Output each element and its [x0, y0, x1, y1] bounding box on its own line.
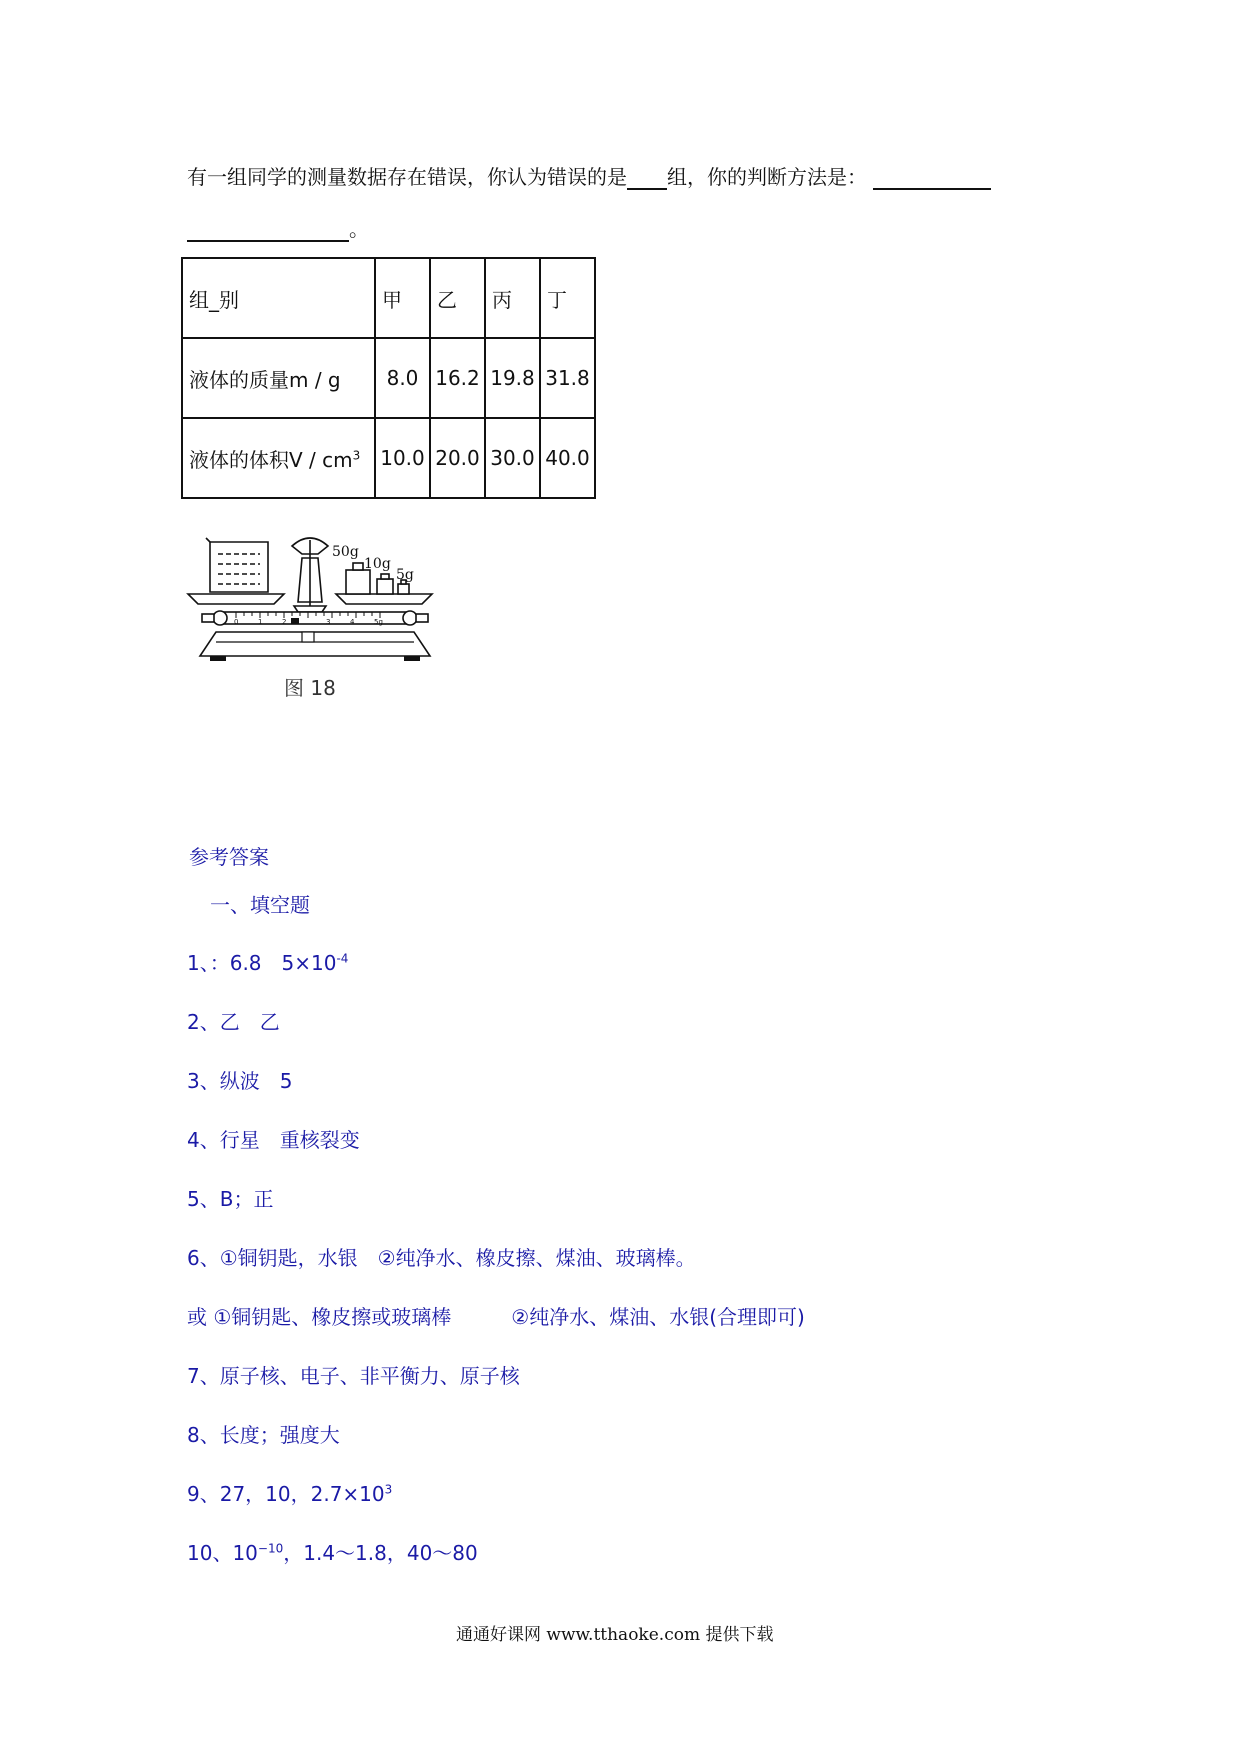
table-cell: 20.0 — [430, 418, 485, 498]
answer-sup: -4 — [336, 951, 349, 966]
question-end-mark: 。 — [349, 217, 369, 241]
balance-base — [200, 632, 430, 656]
answer-text: 5、B；正 — [187, 1187, 274, 1211]
weight-label: 50g — [332, 544, 359, 560]
pointer-dial-icon — [292, 538, 328, 612]
question-text-before: 有一组同学的测量数据存在错误，你认为错误的是 — [187, 165, 627, 189]
table-header-cell: 组_别 — [182, 258, 375, 338]
answer-item — [187, 1360, 520, 1389]
table-header-cell: 甲 — [375, 258, 430, 338]
answer-item — [187, 1537, 478, 1566]
scale-tick-label: 3 — [326, 618, 331, 626]
page-footer: 通通好课网 www.tthaoke.com 提供下载 — [456, 1625, 774, 1645]
table-header-row — [182, 258, 595, 338]
answer-blank-group[interactable] — [627, 168, 667, 190]
row-label-volume — [182, 418, 375, 498]
answer-text: 2、乙 乙 — [187, 1010, 280, 1034]
answer-blank-method-1[interactable] — [873, 168, 991, 190]
answers-section-title: 一、填空题 — [210, 893, 310, 917]
weight-label: 5g — [396, 567, 414, 583]
answer-text: 10、10 — [187, 1541, 258, 1565]
answer-sup: −10 — [257, 1541, 284, 1556]
left-pan — [188, 594, 284, 604]
answer-text: 3、纵波 5 — [187, 1069, 293, 1093]
scale-tick-label: 4 — [350, 618, 355, 626]
question-text-middle: 组，你的判断方法是： — [667, 165, 867, 189]
table-cell: 10.0 — [375, 418, 430, 498]
table-cell: 40.0 — [540, 418, 595, 498]
row-label-volume-text: 液体的体积V / cm — [189, 447, 353, 472]
right-pan — [336, 594, 432, 604]
answer-text: 9、27，10，2.7×10 — [187, 1482, 385, 1506]
answer-blank-method-2[interactable] — [187, 220, 349, 242]
row-label-mass: 液体的质量m / g — [182, 338, 375, 418]
answers-title: 参考答案 — [189, 845, 269, 869]
table-cell: 30.0 — [485, 418, 540, 498]
scale-tick-label: 2 — [282, 618, 287, 626]
answer-item — [187, 1183, 273, 1212]
answer-text: 1、：6.8 5×10 — [187, 951, 337, 975]
rider — [291, 618, 299, 624]
balance-scale-drawing — [186, 532, 456, 670]
answer-item — [187, 947, 348, 976]
table-cell: 31.8 — [540, 338, 595, 418]
answer-item — [187, 1006, 280, 1035]
scale-tick-label: 1 — [258, 618, 263, 626]
answer-text: 8、长度；强度大 — [187, 1423, 340, 1447]
weight-label: 10g — [364, 556, 391, 572]
answer-item — [187, 1242, 696, 1271]
table-cell: 16.2 — [430, 338, 485, 418]
answer-text: 6、①铜钥匙，水银 ②纯净水、橡皮擦、煤油、玻璃棒。 — [187, 1246, 696, 1270]
answer-sup: 3 — [384, 1482, 393, 1497]
weight-icon-10g — [377, 574, 393, 594]
table-header-cell: 丙 — [485, 258, 540, 338]
table-header-cell: 乙 — [430, 258, 485, 338]
figure-caption: 图 18 — [284, 676, 336, 700]
answer-item — [187, 1478, 392, 1507]
question-line-1 — [187, 161, 991, 190]
question-line-2 — [187, 213, 369, 242]
table-cell: 19.8 — [485, 338, 540, 418]
table-cell: 8.0 — [375, 338, 430, 418]
scale-tick-label: 5g — [374, 618, 383, 626]
answer-text: 7、原子核、电子、非平衡力、原子核 — [187, 1364, 520, 1388]
table-row-volume — [182, 418, 595, 498]
answer-text: 4、行星 重核裂变 — [187, 1128, 360, 1152]
beaker-icon — [206, 538, 268, 592]
measurement-table — [181, 257, 596, 499]
answer-item — [187, 1419, 340, 1448]
balance-figure — [186, 532, 456, 700]
row-label-volume-sup: 3 — [352, 447, 361, 462]
answer-item — [187, 1065, 292, 1094]
table-row-mass — [182, 338, 595, 418]
answer-text: 或 ①铜钥匙、橡皮擦或玻璃棒 ②纯净水、煤油、水银(合理即可) — [187, 1305, 805, 1329]
answer-text-tail: ，1.4～1.8，40～80 — [283, 1541, 478, 1565]
answer-item — [187, 1124, 360, 1153]
scale-tick-label: 0 — [234, 618, 239, 626]
table-header-cell: 丁 — [540, 258, 595, 338]
answer-item — [187, 1301, 805, 1330]
